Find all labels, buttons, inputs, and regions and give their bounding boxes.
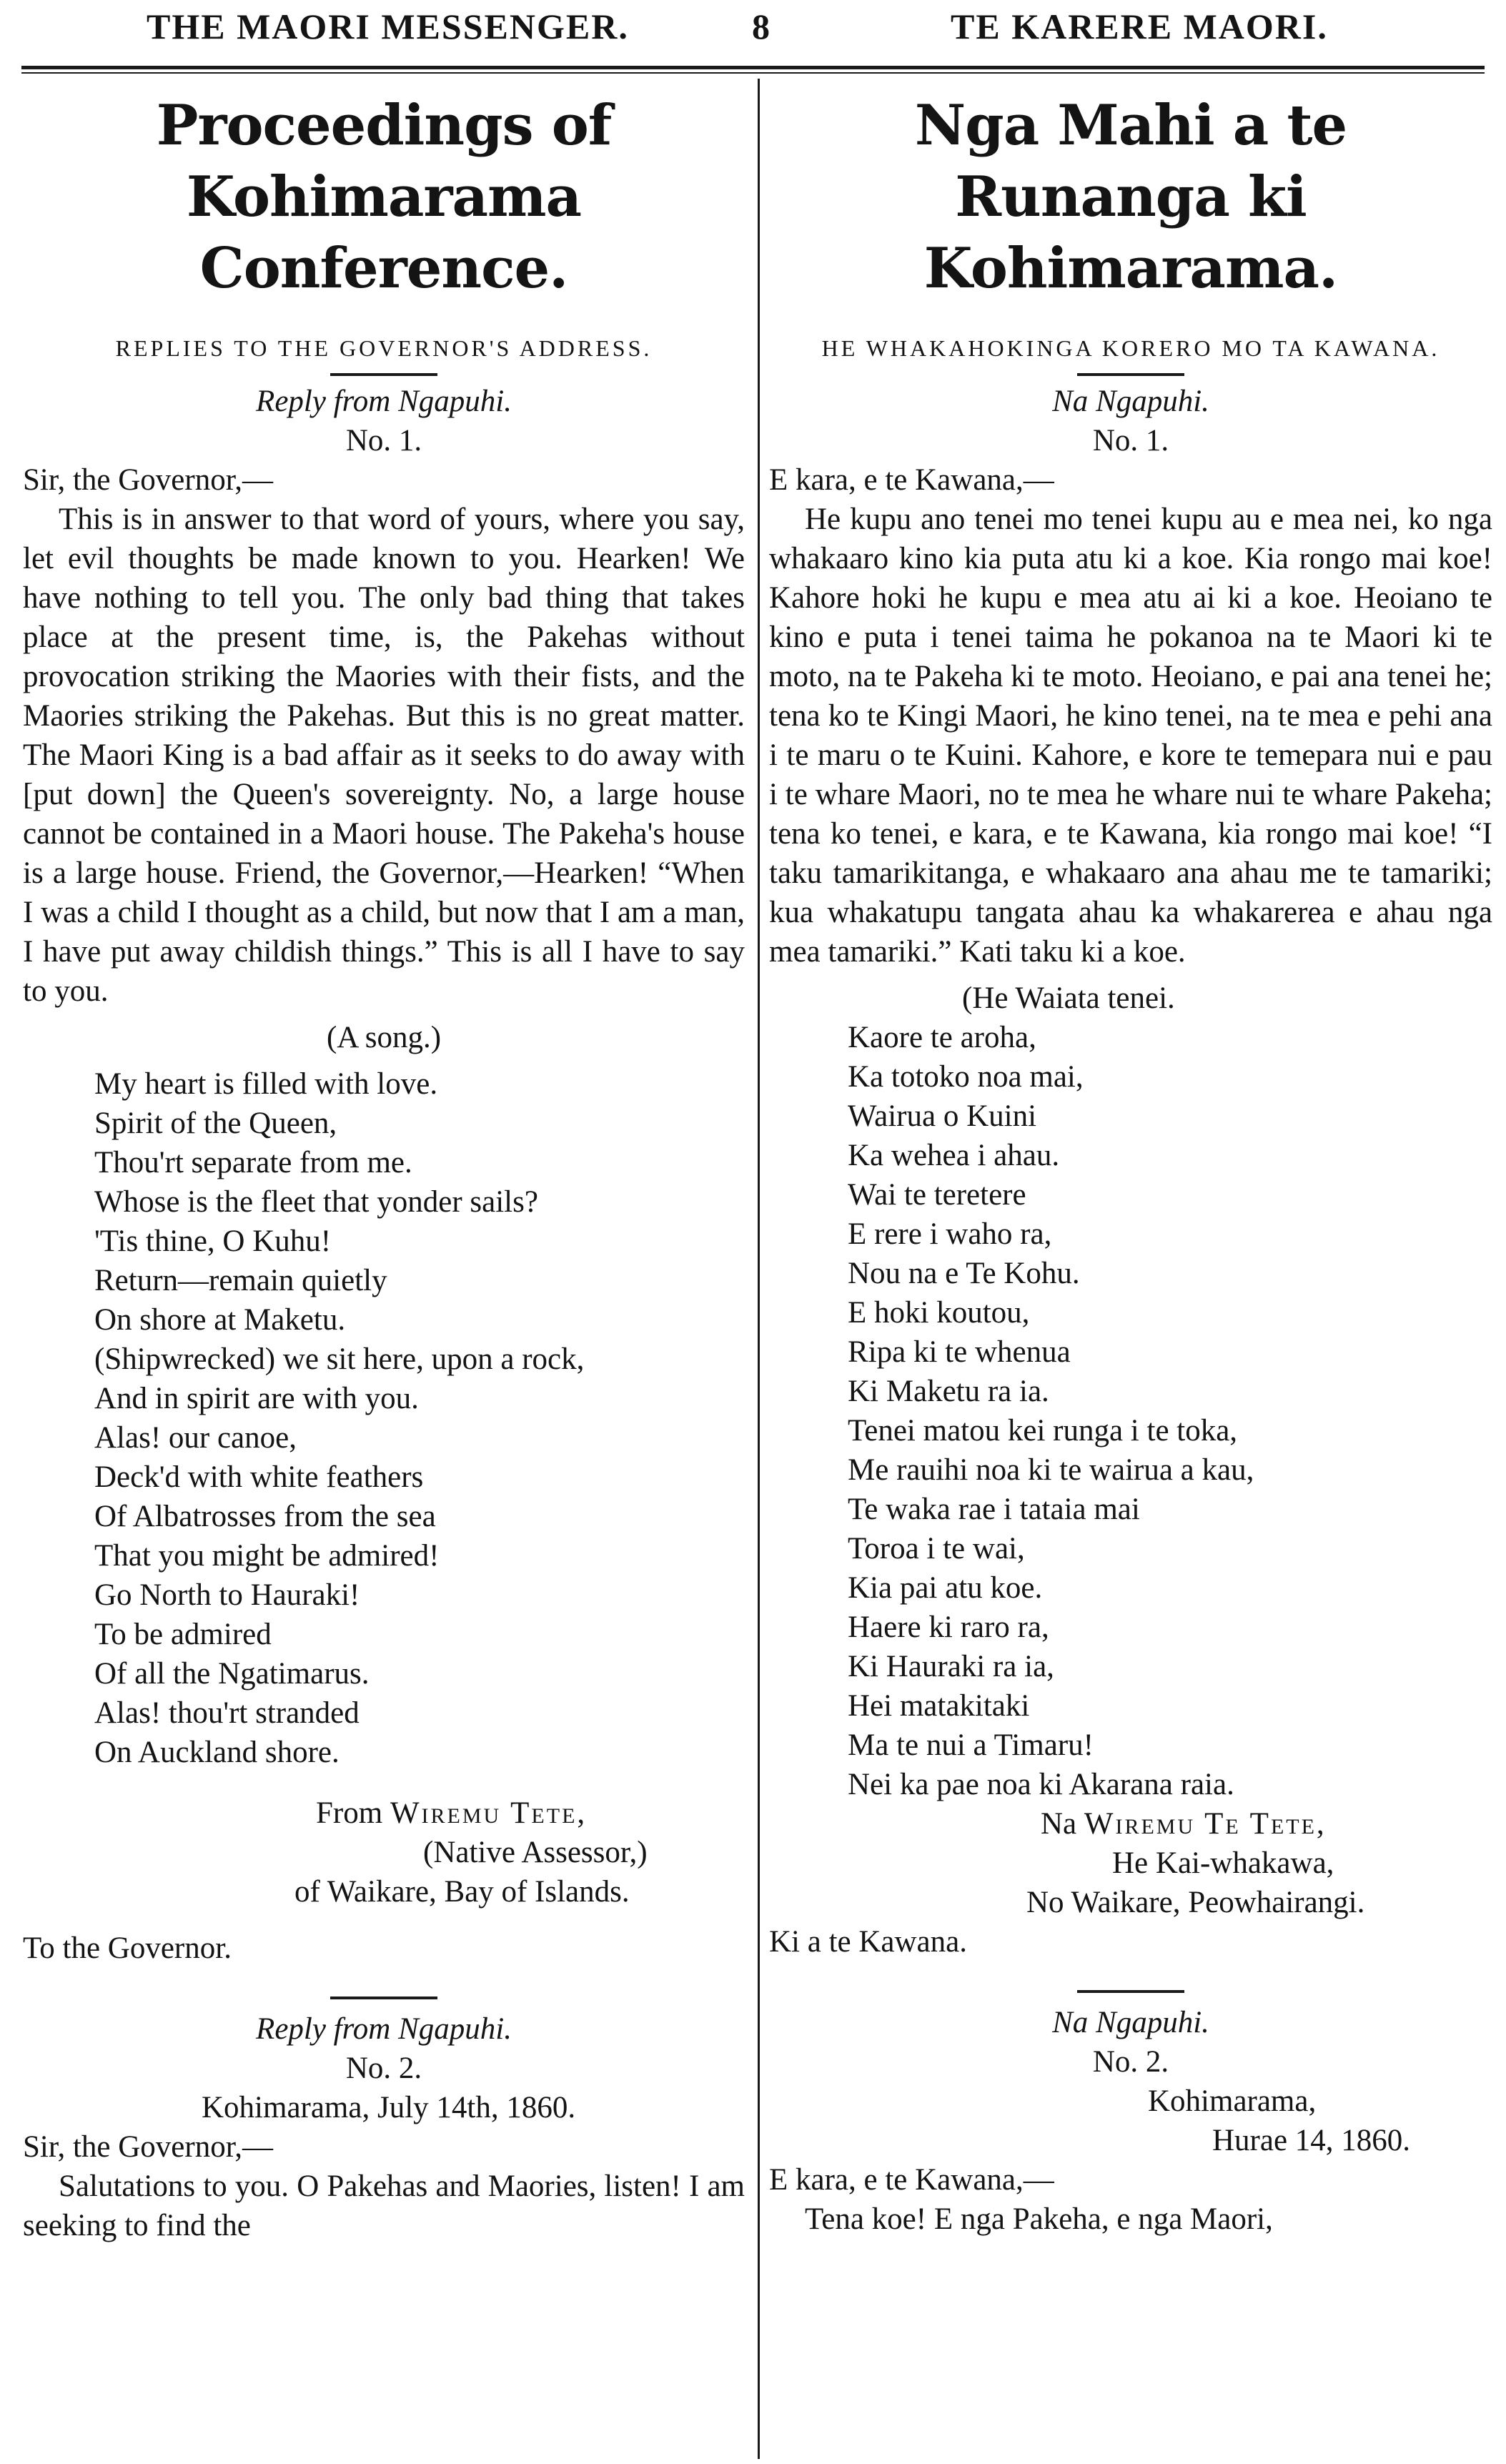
signature-name-line <box>769 1804 1492 1844</box>
english-headline: Proceedings of Kohimarama Conference. <box>156 93 612 301</box>
song-line: Haere ki raro ra, <box>848 1610 1049 1644</box>
reply-2-dateline-place: Kohimarama, <box>1148 2084 1317 2118</box>
song-line: Alas! our canoe, <box>94 1421 297 1455</box>
reply-1-salutation: E kara, e te Kawana,— <box>769 463 1054 497</box>
reply-1-source: Na Ngapuhi. <box>1052 385 1209 418</box>
reply-2-source: Reply from Ngapuhi. <box>256 2012 512 2046</box>
song-verse <box>94 1064 745 1772</box>
song-line: Ma te nui a Timaru! <box>848 1728 1094 1762</box>
reply-2-source: Na Ngapuhi. <box>1052 2006 1209 2039</box>
reply-1-source: Reply from Ngapuhi. <box>256 385 512 418</box>
song-line: Of Albatrosses from the sea <box>94 1500 436 1533</box>
reply-1-number: No. 1. <box>1092 424 1169 457</box>
song-line: 'Tis thine, O Kuhu! <box>94 1224 332 1258</box>
addressee: To the Governor. <box>23 1931 232 1965</box>
signatory-role: He Kai-whakawa, <box>1112 1846 1334 1880</box>
maori-headline: Nga Mahi a te Runanga ki Kohimarama. <box>914 93 1347 301</box>
column-divider <box>758 79 760 2459</box>
signatory-name: Wiremu Tete, <box>390 1796 588 1830</box>
reply-2-number: No. 2. <box>345 2052 422 2085</box>
song-line: Nou na e Te Kohu. <box>848 1257 1080 1290</box>
song-line: Te waka rae i tataia mai <box>848 1493 1140 1526</box>
song-line: Alas! thou'rt stranded <box>94 1696 360 1730</box>
reply-2-salutation: Sir, the Governor,— <box>23 2130 274 2164</box>
page-number: 8 <box>752 6 771 46</box>
reply-1-salutation: Sir, the Governor,— <box>23 463 274 497</box>
song-line: That you might be admired! <box>94 1539 440 1573</box>
song-line: Of all the Ngatimarus. <box>94 1657 370 1691</box>
song-line: Kaore te aroha, <box>848 1021 1036 1054</box>
maori-column <box>769 80 1492 2239</box>
song-line: Kia pai atu koe. <box>848 1571 1043 1605</box>
english-column <box>23 80 745 2245</box>
signature-from: From <box>316 1796 390 1830</box>
song-verse <box>848 1018 1492 1804</box>
song-line: Wairua o Kuini <box>848 1099 1037 1133</box>
reply-2-body: Salutations to you. O Pakehas and Maories, listen! I am seeking to find the <box>23 2169 745 2242</box>
reply-2-salutation: E kara, e te Kawana,— <box>769 2163 1054 2197</box>
addressee: Ki a te Kawana. <box>769 1925 967 1959</box>
reply-1-body: He kupu ano tenei mo tenei kupu au e mea nei, ko nga whakaaro kino kia puta atu ki a koe. Kia rongo mai koe! Kahore hoki he kupu e mea atu ai ki a koe. Heoiano te kino e puta i tenei taima he pokanoa na te Maori ki te moto, na te Pakeha ki te moto. Heoiano, e pai ana tenei he; tena ko te Kingi Maori, he kino tenei, na te mea e pehi ana i te maru o te Kuini. Kahore, e kore te temepara nui e pau i te whare Maori, no te mea he whare nui te whare Pakeha; tena ko tenei, e kara, e te Kawana, kia rongo mai koe! “I taku tamarikitanga, e whakaaro ana ahau me te tamariki; kua whakatupu tangata ahau ka whakarerea e ahau nga mea tamariki.” Kati taku ki a koe. <box>769 503 1492 969</box>
song-line: On Auckland shore. <box>94 1736 340 1769</box>
song-line: Thou'rt separate from me. <box>94 1146 412 1179</box>
song-line: Ki Hauraki ra ia, <box>848 1650 1054 1683</box>
signature-from: Na <box>1041 1807 1084 1841</box>
song-line: E rere i waho ra, <box>848 1217 1052 1251</box>
signature-block <box>23 1793 745 1911</box>
song-line: Tenei matou kei runga i te toka, <box>848 1414 1238 1448</box>
reply-1-body: This is in answer to that word of yours, where you say, let evil thoughts be made known to you. Hearken! We have nothing to tell you. The only bad thing that takes place at the present time, is, the Pakehas without provocation striking the Maories with their fists, and the Maories striking the Pakehas. But this is no great matter. The Maori King is a bad affair as it seeks to do away with [put down] the Queen's sovereignty. No, a large house cannot be contained in a Maori house. The Pakeha's house is a large house. Friend, the Governor,—Hearken! “When I was a child I thought as a child, but now that I am a man, I have put away childish things.” This is all I have to say to you. <box>23 503 745 1008</box>
song-line: Toroa i te wai, <box>848 1532 1025 1565</box>
reply-2-dateline-date: Hurae 14, 1860. <box>1212 2124 1411 2157</box>
song-line: Hei matakitaki <box>848 1689 1030 1723</box>
song-line: Return—remain quietly <box>94 1264 387 1297</box>
section-rule <box>1077 1990 1184 1993</box>
english-subhead: REPLIES TO THE GOVERNOR'S ADDRESS. <box>115 335 653 361</box>
section-rule <box>330 373 437 376</box>
header-english-title: THE MAORI MESSENGER. <box>147 6 629 46</box>
song-line: Nei ka pae noa ki Akarana raia. <box>848 1768 1234 1801</box>
signatory-place: No Waikare, Peowhairangi. <box>1026 1886 1365 1919</box>
song-label: (He Waiata tenei. <box>962 981 1175 1015</box>
header-maori-title: TE KARERE MAORI. <box>951 6 1328 46</box>
song-line: Wai te teretere <box>848 1178 1026 1212</box>
song-line: And in spirit are with you. <box>94 1382 419 1415</box>
song-line: Me rauihi noa ki te wairua a kau, <box>848 1453 1254 1487</box>
reply-1-number: No. 1. <box>345 424 422 457</box>
song-line: To be admired <box>94 1618 272 1651</box>
song-line: Ki Maketu ra ia. <box>848 1375 1049 1408</box>
song-line: Deck'd with white feathers <box>94 1460 424 1494</box>
song-line: Go North to Hauraki! <box>94 1578 360 1612</box>
header-rule <box>21 66 1485 69</box>
signatory-name: Wiremu Te Tete, <box>1084 1807 1327 1841</box>
song-label: (A song.) <box>326 1021 442 1054</box>
signature-block <box>769 1804 1492 1922</box>
reply-2-number: No. 2. <box>1092 2045 1169 2079</box>
song-line: Ka wehea i ahau. <box>848 1139 1060 1172</box>
song-line: (Shipwrecked) we sit here, upon a rock, <box>94 1342 585 1376</box>
song-line: Ka totoko noa mai, <box>848 1060 1084 1094</box>
reply-2-dateline: Kohimarama, July 14th, 1860. <box>202 2091 576 2124</box>
song-line: Whose is the fleet that yonder sails? <box>94 1185 538 1219</box>
signatory-role: (Native Assessor,) <box>423 1836 648 1869</box>
song-line: E hoki koutou, <box>848 1296 1030 1330</box>
song-line: Spirit of the Queen, <box>94 1107 337 1140</box>
maori-subhead: HE WHAKAHOKINGA KORERO MO TA KAWANA. <box>821 335 1440 361</box>
signatory-place: of Waikare, Bay of Islands. <box>294 1875 630 1909</box>
song-line: On shore at Maketu. <box>94 1303 346 1337</box>
running-head <box>0 6 1506 63</box>
header-rule-thin <box>21 72 1485 74</box>
reply-2-body: Tena koe! E nga Pakeha, e nga Maori, <box>805 2202 1273 2236</box>
song-line: My heart is filled with love. <box>94 1067 438 1101</box>
section-rule <box>1077 373 1184 376</box>
section-rule <box>330 1997 437 1999</box>
signature-name-line <box>23 1793 745 1833</box>
song-line: Ripa ki te whenua <box>848 1335 1071 1369</box>
